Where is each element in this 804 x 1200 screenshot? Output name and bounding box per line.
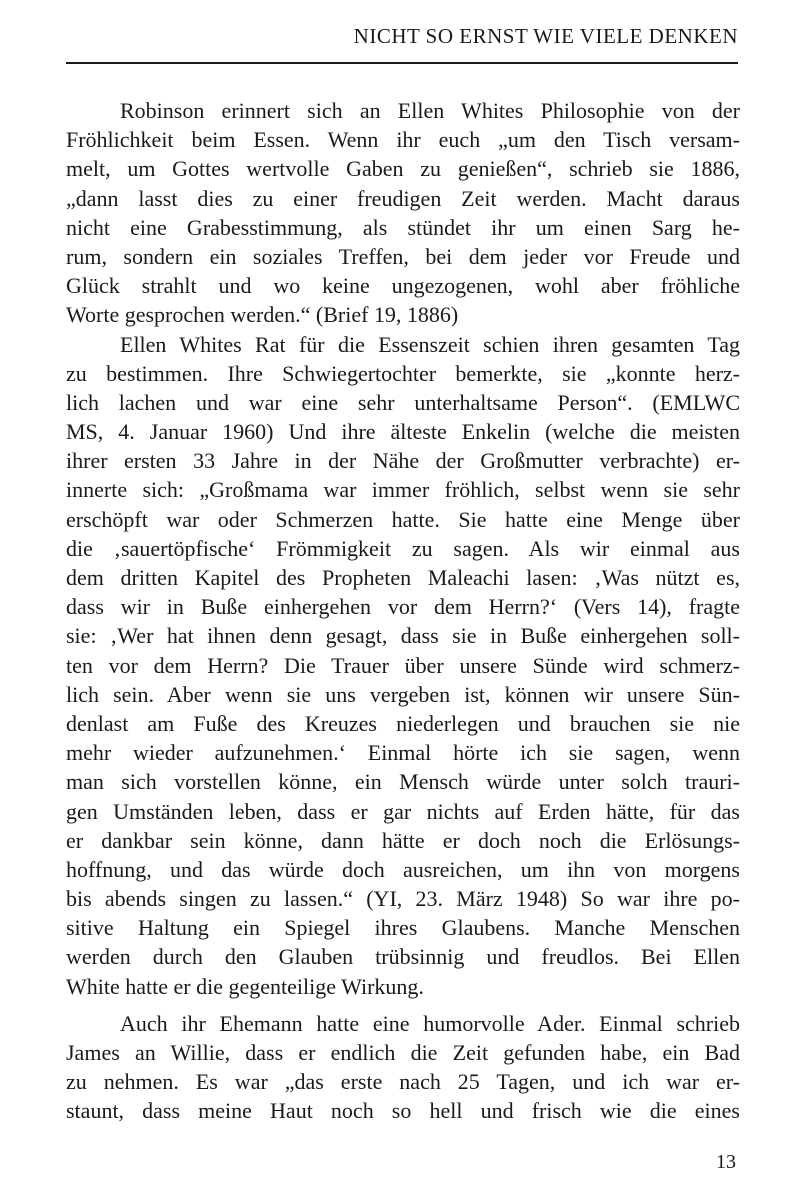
text-line: Robinson erinnert sich an Ellen Whites Philosophie von der	[120, 98, 740, 123]
text-line: melt, um Gottes wertvolle Gaben zu genießen“, schrieb sie 1886,	[66, 156, 740, 182]
header-rule	[66, 62, 738, 64]
text-line: zu nehmen. Es war „das erste nach 25 Tagen, und ich war er-	[66, 1069, 740, 1095]
paragraph-3	[66, 1009, 740, 1126]
text-line: hoffnung, und das würde doch ausreichen, um ihn von morgens	[66, 856, 740, 882]
text-line: sie: ‚Wer hat ihnen denn gesagt, dass sie in Buße einhergehen soll-	[66, 623, 740, 649]
text-line: gen Umständen leben, dass er gar nichts auf Erden hätte, für das	[66, 798, 740, 824]
text-line: Worte gesprochen werden.“ (Brief 19, 1886)	[66, 302, 459, 328]
text-line: dem dritten Kapitel des Propheten Maleachi lasen: ‚Was nützt es,	[66, 565, 740, 590]
paragraph-2	[66, 330, 740, 1001]
running-header: NICHT SO ERNST WIE VIELE DENKEN	[353, 24, 738, 48]
text-line: White hatte er die gegenteilige Wirkung.	[66, 973, 424, 999]
text-line: Ellen Whites Rat für die Essenszeit schien ihren gesamten Tag	[120, 331, 740, 357]
paragraph-spacer	[66, 1001, 740, 1009]
body-text	[66, 96, 740, 1126]
paragraph-1	[66, 96, 740, 330]
text-line: nicht eine Grabesstimmung, als stündet ihr um einen Sarg he-	[66, 214, 740, 240]
text-line: denlast am Fuße des Kreuzes niederlegen und brauchen sie nie	[66, 710, 740, 736]
text-line: Fröhlichkeit beim Essen. Wenn ihr euch „um den Tisch versam-	[66, 127, 740, 153]
text-line: dass wir in Buße einhergehen vor dem Herrn?‘ (Vers 14), fragte	[66, 594, 740, 620]
text-line: er dankbar sein könne, dann hätte er doch noch die Erlösungs-	[66, 827, 740, 853]
text-line: ihrer ersten 33 Jahre in der Nähe der Großmutter verbrachte) er-	[66, 448, 740, 474]
text-line: rum, sondern ein soziales Treffen, bei dem jeder vor Freude und	[66, 243, 740, 269]
text-line: MS, 4. Januar 1960) Und ihre älteste Enkelin (welche die meisten	[66, 419, 740, 445]
text-line: bis abends singen zu lassen.“ (YI, 23. März 1948) So war ihre po-	[66, 886, 740, 912]
text-line: Auch ihr Ehemann hatte eine humorvolle Ader. Einmal schrieb	[120, 1010, 740, 1036]
text-line: staunt, dass meine Haut noch so hell und frisch wie die eines	[66, 1098, 740, 1124]
text-line: „dann lasst dies zu einer freudigen Zeit werden. Macht daraus	[66, 185, 740, 211]
text-line: mehr wieder aufzunehmen.‘ Einmal hörte ich sie sagen, wenn	[66, 740, 740, 766]
text-line: die ‚sauertöpfische‘ Frömmigkeit zu sagen. Als wir einmal aus	[66, 535, 740, 561]
text-line: ten vor dem Herrn? Die Trauer über unsere Sünde wird schmerz-	[66, 652, 740, 678]
text-line: man sich vorstellen könne, ein Mensch würde unter solch trauri-	[66, 769, 740, 795]
text-line: erschöpft war oder Schmerzen hatte. Sie hatte eine Menge über	[66, 506, 740, 532]
text-line: zu bestimmen. Ihre Schwiegertochter bemerkte, sie „konnte herz-	[66, 360, 740, 386]
page-number: 13	[716, 1151, 736, 1173]
text-line: lich sein. Aber wenn sie uns vergeben ist, können wir unsere Sün-	[66, 681, 740, 707]
text-line: Glück strahlt und wo keine ungezogenen, wohl aber fröhliche	[66, 273, 740, 299]
text-line: werden durch den Glauben trübsinnig und freudlos. Bei Ellen	[66, 944, 740, 970]
text-line: lich lachen und war eine sehr unterhaltsame Person“. (EMLWC	[66, 389, 740, 415]
text-line: James an Willie, dass er endlich die Zeit gefunden habe, ein Bad	[66, 1040, 740, 1065]
text-line: sitive Haltung ein Spiegel ihres Glaubens. Manche Menschen	[66, 915, 740, 941]
text-line: innerte sich: „Großmama war immer fröhlich, selbst wenn sie sehr	[66, 477, 740, 503]
